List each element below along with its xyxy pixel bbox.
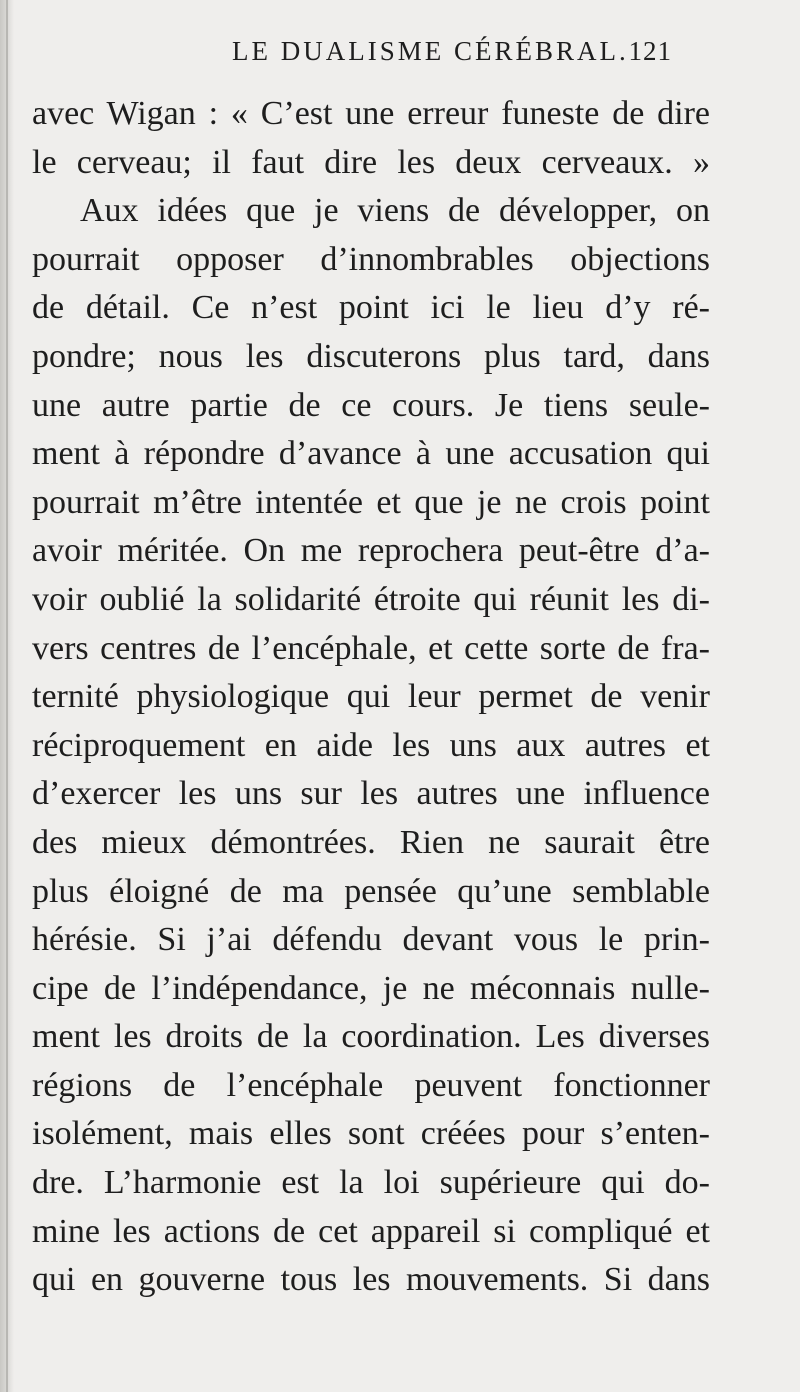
- text-line: cipe de l’indépendance, je ne méconnais nulle-: [32, 969, 710, 1007]
- text-line: avec Wigan : « C’est une erreur funeste de dire: [32, 95, 710, 132]
- text-line: qui en gouverne tous les mouvements. Si dans: [32, 1261, 710, 1299]
- text-line: une autre partie de ce cours. Je tiens seule-: [32, 386, 710, 424]
- text-line: ment les droits de la coordination. Les diverses: [32, 1018, 710, 1056]
- text-line: ment à répondre d’avance à une accusation qui: [32, 435, 710, 473]
- page-number: 121: [628, 36, 672, 66]
- text-line: des mieux démontrées. Rien ne saurait être: [32, 823, 710, 861]
- text-line: pondre; nous les discuterons plus tard, dans: [32, 337, 710, 375]
- binding-edge: [6, 0, 8, 1392]
- body-text: [32, 90, 710, 1305]
- text-line: le cerveau; il faut dire les deux cerveaux. »: [32, 143, 710, 181]
- text-line: plus éloigné de ma pensée qu’une semblable: [32, 872, 710, 910]
- running-head: [232, 36, 672, 76]
- text-line: isolément, mais elles sont créées pour s’enten-: [32, 1115, 710, 1153]
- text-line: régions de l’encéphale peuvent fonctionner: [32, 1066, 710, 1104]
- text-line: avoir méritée. On me reprochera peut-être d’a-: [32, 532, 710, 570]
- text-line: de détail. Ce n’est point ici le lieu d’y ré-: [32, 289, 710, 327]
- text-line: pourrait opposer d’innombrables objections: [32, 240, 710, 278]
- text-line: voir oublié la solidarité étroite qui réunit les di-: [32, 580, 710, 618]
- text-line: vers centres de l’encéphale, et cette sorte de fra-: [32, 629, 710, 667]
- running-title: LE DUALISME CÉRÉBRAL.: [232, 36, 629, 66]
- text-line: mine les actions de cet appareil si compliqué et: [32, 1212, 710, 1250]
- text-line: ternité physiologique qui leur permet de venir: [32, 678, 710, 716]
- text-line: d’exercer les uns sur les autres une influence: [32, 775, 710, 813]
- text-line: pourrait m’être intentée et que je ne crois point: [32, 483, 710, 521]
- text-line: Aux idées que je viens de développer, on: [80, 192, 710, 230]
- text-line: dre. L’harmonie est la loi supérieure qui do-: [32, 1164, 710, 1202]
- text-line: hérésie. Si j’ai défendu devant vous le prin-: [32, 921, 710, 959]
- text-line: réciproquement en aide les uns aux autres et: [32, 726, 710, 764]
